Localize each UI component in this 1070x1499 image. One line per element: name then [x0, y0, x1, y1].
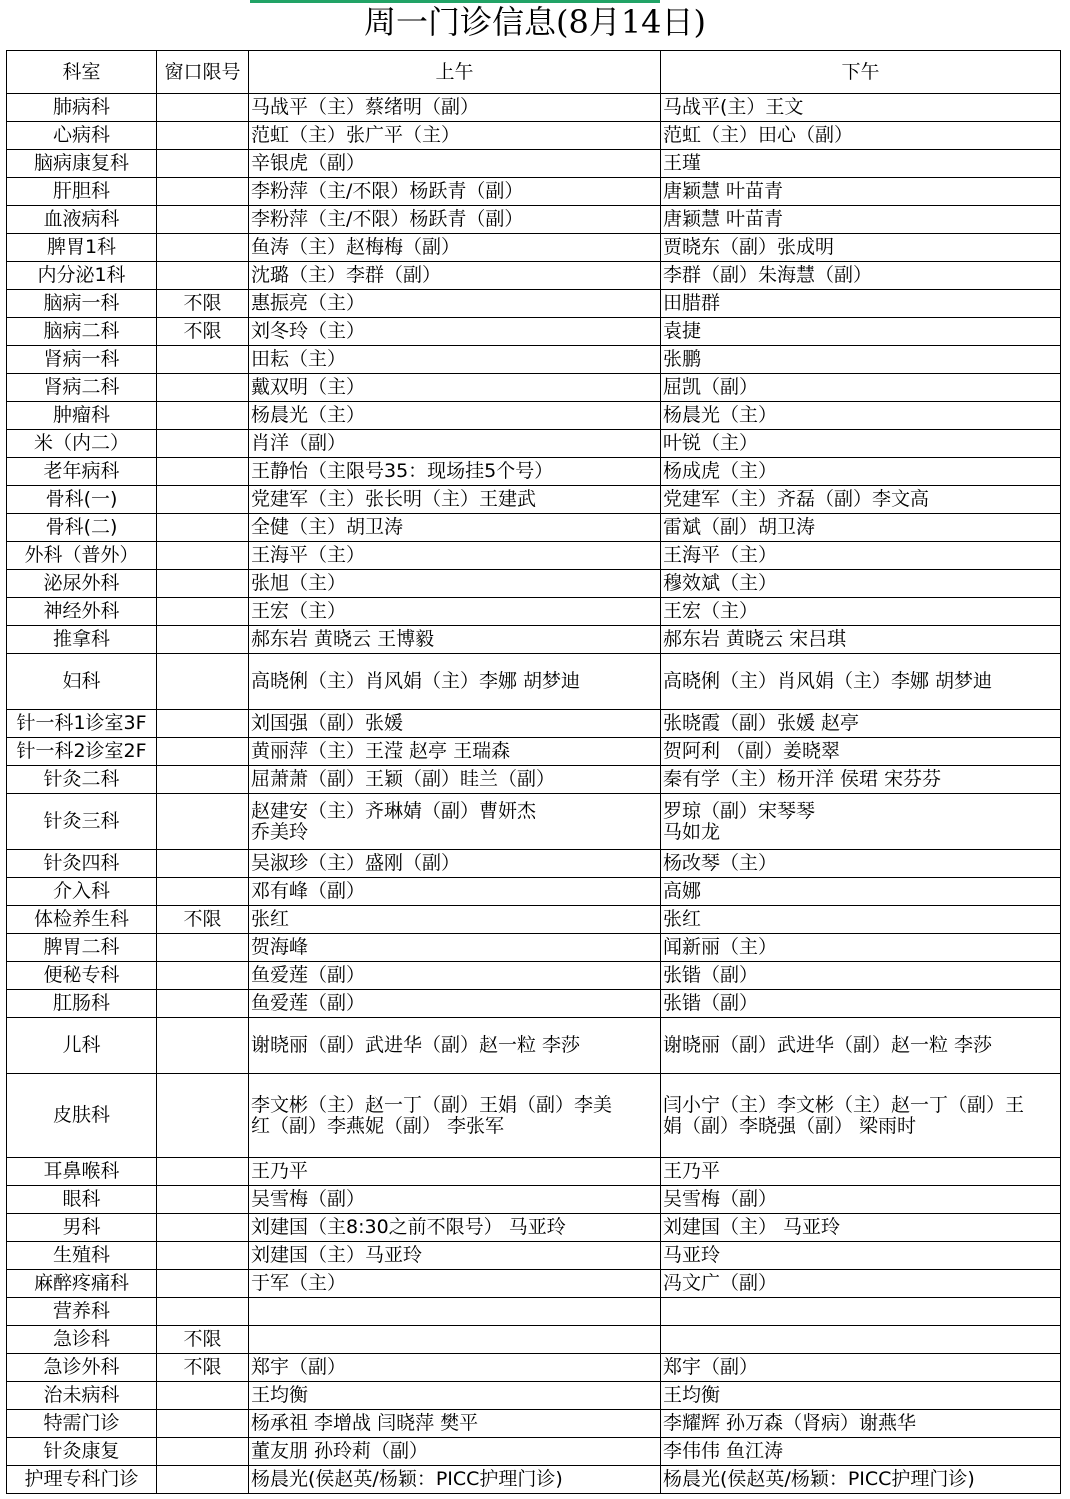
limit-cell: [157, 1158, 249, 1186]
am-cell: 王静怡（主限号35：现场挂5个号）: [249, 458, 661, 486]
table-row: [7, 290, 1061, 318]
dept-cell: 针一科1诊室3F: [7, 710, 157, 738]
am-cell: 贺海峰: [249, 934, 661, 962]
dept-cell: 推拿科: [7, 626, 157, 654]
table-row: [7, 1410, 1061, 1438]
limit-cell: [157, 794, 249, 850]
pm-cell: 雷斌（副）胡卫涛: [661, 514, 1061, 542]
am-cell: 王乃平: [249, 1158, 661, 1186]
limit-cell: [157, 570, 249, 598]
pm-cell: 田腊群: [661, 290, 1061, 318]
table-row: [7, 878, 1061, 906]
table-row: [7, 766, 1061, 794]
table-row: [7, 1326, 1061, 1354]
limit-cell: [157, 94, 249, 122]
pm-cell: 杨晨光（主）: [661, 402, 1061, 430]
limit-cell: [157, 1074, 249, 1158]
limit-cell: [157, 1214, 249, 1242]
am-cell: 董友朋 孙玲莉（副）: [249, 1438, 661, 1466]
dept-cell: 护理专科门诊: [7, 1466, 157, 1494]
limit-cell: 不限: [157, 318, 249, 346]
am-cell: 吴淑珍（主）盛刚（副）: [249, 850, 661, 878]
pm-cell: 马战平(主）王文: [661, 94, 1061, 122]
limit-cell: [157, 654, 249, 710]
header-pm: 下午: [661, 51, 1061, 94]
dept-cell: 针灸二科: [7, 766, 157, 794]
dept-cell: 脑病康复科: [7, 150, 157, 178]
limit-cell: [157, 1438, 249, 1466]
table-row: [7, 654, 1061, 710]
am-cell: 范虹（主）张广平（主）: [249, 122, 661, 150]
limit-cell: [157, 934, 249, 962]
limit-cell: [157, 486, 249, 514]
limit-cell: [157, 150, 249, 178]
am-cell: 邓有峰（副）: [249, 878, 661, 906]
dept-cell: 急诊科: [7, 1326, 157, 1354]
pm-cell: 王乃平: [661, 1158, 1061, 1186]
dept-cell: 针灸四科: [7, 850, 157, 878]
table-row: [7, 486, 1061, 514]
limit-cell: [157, 178, 249, 206]
pm-cell: 杨晨光(侯赵英/杨颖：PICC护理门诊): [661, 1466, 1061, 1494]
table-row: [7, 990, 1061, 1018]
pm-cell: [661, 1298, 1061, 1326]
am-cell: 郝东岩 黄晓云 王博毅: [249, 626, 661, 654]
pm-cell: 贺阿利 （副）姜晓翠: [661, 738, 1061, 766]
am-cell: 张红: [249, 906, 661, 934]
limit-cell: 不限: [157, 1326, 249, 1354]
pm-cell: 闫小宁（主）李文彬（主）赵一丁（副）王 娟（副）李晓强（副） 梁雨时: [661, 1074, 1061, 1158]
dept-cell: 针灸三科: [7, 794, 157, 850]
dept-cell: 眼科: [7, 1186, 157, 1214]
am-cell: 杨承祖 李增战 闫晓萍 樊平: [249, 1410, 661, 1438]
table-row: [7, 206, 1061, 234]
limit-cell: [157, 430, 249, 458]
dept-cell: 介入科: [7, 878, 157, 906]
am-cell: 辛银虎（副）: [249, 150, 661, 178]
am-cell: 于军（主）: [249, 1270, 661, 1298]
table-row: [7, 318, 1061, 346]
limit-cell: [157, 710, 249, 738]
pm-cell: 张锴（副）: [661, 990, 1061, 1018]
pm-cell: 张晓霞（副）张媛 赵亭: [661, 710, 1061, 738]
pm-cell: 郝东岩 黄晓云 宋吕琪: [661, 626, 1061, 654]
pm-cell: [661, 1326, 1061, 1354]
table-row: [7, 374, 1061, 402]
pm-cell: 李耀辉 孙万森（肾病）谢燕华: [661, 1410, 1061, 1438]
dept-cell: 脾胃1科: [7, 234, 157, 262]
pm-cell: 杨成虎（主）: [661, 458, 1061, 486]
am-cell: 杨晨光(侯赵英/杨颖：PICC护理门诊): [249, 1466, 661, 1494]
pm-cell: 秦有学（主）杨开洋 侯珺 宋芬芬: [661, 766, 1061, 794]
limit-cell: [157, 346, 249, 374]
dept-cell: 肿瘤科: [7, 402, 157, 430]
table-row: [7, 122, 1061, 150]
table-row: [7, 514, 1061, 542]
am-cell: 赵建安（主）齐琳婧（副）曹妍杰 乔美玲: [249, 794, 661, 850]
dept-cell: 肺病科: [7, 94, 157, 122]
limit-cell: [157, 990, 249, 1018]
dept-cell: 针一科2诊室2F: [7, 738, 157, 766]
table-row: [7, 1382, 1061, 1410]
table-row: [7, 458, 1061, 486]
am-cell: 刘建国（主）马亚玲: [249, 1242, 661, 1270]
table-row: [7, 1298, 1061, 1326]
pm-cell: 马亚玲: [661, 1242, 1061, 1270]
table-row: [7, 1242, 1061, 1270]
dept-cell: 妇科: [7, 654, 157, 710]
dept-cell: 脑病二科: [7, 318, 157, 346]
limit-cell: [157, 738, 249, 766]
table-row: [7, 570, 1061, 598]
limit-cell: 不限: [157, 906, 249, 934]
limit-cell: [157, 402, 249, 430]
limit-cell: [157, 542, 249, 570]
dept-cell: 营养科: [7, 1298, 157, 1326]
dept-cell: 心病科: [7, 122, 157, 150]
pm-cell: 贾晓东（副）张成明: [661, 234, 1061, 262]
dept-cell: 老年病科: [7, 458, 157, 486]
header-am: 上午: [249, 51, 661, 94]
am-cell: 肖洋（副）: [249, 430, 661, 458]
dept-cell: 肛肠科: [7, 990, 157, 1018]
limit-cell: [157, 1018, 249, 1074]
am-cell: 戴双明（主）: [249, 374, 661, 402]
dept-cell: 生殖科: [7, 1242, 157, 1270]
table-row: [7, 1018, 1061, 1074]
limit-cell: [157, 878, 249, 906]
limit-cell: [157, 458, 249, 486]
dept-cell: 血液病科: [7, 206, 157, 234]
limit-cell: [157, 1382, 249, 1410]
table-row: [7, 738, 1061, 766]
dept-cell: 肝胆科: [7, 178, 157, 206]
table-row: [7, 626, 1061, 654]
am-cell: 王均衡: [249, 1382, 661, 1410]
table-row: [7, 850, 1061, 878]
am-cell: [249, 1326, 661, 1354]
dept-cell: 外科（普外）: [7, 542, 157, 570]
dept-cell: 脾胃二科: [7, 934, 157, 962]
dept-cell: 麻醉疼痛科: [7, 1270, 157, 1298]
limit-cell: [157, 850, 249, 878]
limit-cell: [157, 374, 249, 402]
am-cell: 吴雪梅（副）: [249, 1186, 661, 1214]
table-row: [7, 542, 1061, 570]
am-cell: 谢晓丽（副）武进华（副）赵一粒 李莎: [249, 1018, 661, 1074]
table-row: [7, 346, 1061, 374]
dept-cell: 神经外科: [7, 598, 157, 626]
limit-cell: [157, 1242, 249, 1270]
am-cell: 惠振亮（主）: [249, 290, 661, 318]
header-dept: 科室: [7, 51, 157, 94]
pm-cell: 屈凯（副）: [661, 374, 1061, 402]
pm-cell: 叶锐（主）: [661, 430, 1061, 458]
pm-cell: 高娜: [661, 878, 1061, 906]
pm-cell: 刘建国（主） 马亚玲: [661, 1214, 1061, 1242]
limit-cell: [157, 1410, 249, 1438]
am-cell: 鱼爱莲（副）: [249, 990, 661, 1018]
header-row: [7, 51, 1061, 94]
am-cell: 杨晨光（主）: [249, 402, 661, 430]
limit-cell: [157, 1270, 249, 1298]
am-cell: 郑宇（副）: [249, 1354, 661, 1382]
dept-cell: 耳鼻喉科: [7, 1158, 157, 1186]
table-row: [7, 402, 1061, 430]
am-cell: 沈璐（主）李群（副）: [249, 262, 661, 290]
dept-cell: 泌尿外科: [7, 570, 157, 598]
limit-cell: [157, 262, 249, 290]
pm-cell: 唐颖慧 叶苗青: [661, 206, 1061, 234]
pm-cell: 杨改琴（主）: [661, 850, 1061, 878]
table-row: [7, 1186, 1061, 1214]
table-row: [7, 1270, 1061, 1298]
limit-cell: [157, 1298, 249, 1326]
pm-cell: 闻新丽（主）: [661, 934, 1061, 962]
limit-cell: [157, 514, 249, 542]
dept-cell: 皮肤科: [7, 1074, 157, 1158]
dept-cell: 体检养生科: [7, 906, 157, 934]
table-row: [7, 430, 1061, 458]
table-row: [7, 1158, 1061, 1186]
am-cell: 党建军（主）张长明（主）王建武: [249, 486, 661, 514]
table-row: [7, 906, 1061, 934]
pm-cell: 王宏（主）: [661, 598, 1061, 626]
dept-cell: 骨科(二): [7, 514, 157, 542]
dept-cell: 治未病科: [7, 1382, 157, 1410]
table-row: [7, 94, 1061, 122]
limit-cell: [157, 766, 249, 794]
am-cell: 黄丽萍（主）王滢 赵亭 王瑞森: [249, 738, 661, 766]
pm-cell: 党建军（主）齐磊（副）李文高: [661, 486, 1061, 514]
pm-cell: 李伟伟 鱼江涛: [661, 1438, 1061, 1466]
schedule-table: [6, 50, 1061, 1494]
pm-cell: 高晓俐（主）肖风娟（主）李娜 胡梦迪: [661, 654, 1061, 710]
table-row: [7, 262, 1061, 290]
table-row: [7, 178, 1061, 206]
table-row: [7, 934, 1061, 962]
pm-cell: 袁捷: [661, 318, 1061, 346]
am-cell: 张旭（主）: [249, 570, 661, 598]
pm-cell: 张红: [661, 906, 1061, 934]
table-row: [7, 1466, 1061, 1494]
dept-cell: 肾病二科: [7, 374, 157, 402]
table-row: [7, 962, 1061, 990]
am-cell: 刘国强（副）张媛: [249, 710, 661, 738]
page-title: 周一门诊信息(8月14日): [363, 3, 707, 41]
limit-cell: 不限: [157, 1354, 249, 1382]
pm-cell: 郑宇（副）: [661, 1354, 1061, 1382]
table-row: [7, 598, 1061, 626]
limit-cell: [157, 1466, 249, 1494]
dept-cell: 便秘专科: [7, 962, 157, 990]
table-row: [7, 1438, 1061, 1466]
pm-cell: 王海平（主）: [661, 542, 1061, 570]
dept-cell: 米（内二）: [7, 430, 157, 458]
pm-cell: 吴雪梅（副）: [661, 1186, 1061, 1214]
am-cell: 鱼爱莲（副）: [249, 962, 661, 990]
am-cell: 李粉萍（主/不限）杨跃青（副）: [249, 178, 661, 206]
am-cell: [249, 1298, 661, 1326]
pm-cell: 王瑾: [661, 150, 1061, 178]
limit-cell: [157, 626, 249, 654]
pm-cell: 张锴（副）: [661, 962, 1061, 990]
pm-cell: 王均衡: [661, 1382, 1061, 1410]
am-cell: 田耘（主）: [249, 346, 661, 374]
am-cell: 李文彬（主）赵一丁（副）王娟（副）李美 红（副）李燕妮（副） 李张军: [249, 1074, 661, 1158]
dept-cell: 急诊外科: [7, 1354, 157, 1382]
pm-cell: 范虹（主）田心（副）: [661, 122, 1061, 150]
am-cell: 屈萧萧（副）王颖（副）眭兰（副）: [249, 766, 661, 794]
limit-cell: [157, 206, 249, 234]
limit-cell: [157, 122, 249, 150]
pm-cell: 谢晓丽（副）武进华（副）赵一粒 李莎: [661, 1018, 1061, 1074]
dept-cell: 男科: [7, 1214, 157, 1242]
dept-cell: 针灸康复: [7, 1438, 157, 1466]
am-cell: 王海平（主）: [249, 542, 661, 570]
limit-cell: 不限: [157, 290, 249, 318]
limit-cell: [157, 962, 249, 990]
table-row: [7, 710, 1061, 738]
table-row: [7, 1074, 1061, 1158]
pm-cell: 冯文广（副）: [661, 1270, 1061, 1298]
pm-cell: 穆效斌（主）: [661, 570, 1061, 598]
dept-cell: 特需门诊: [7, 1410, 157, 1438]
pm-cell: 唐颖慧 叶苗青: [661, 178, 1061, 206]
dept-cell: 骨科(一): [7, 486, 157, 514]
table-row: [7, 150, 1061, 178]
table-row: [7, 234, 1061, 262]
limit-cell: [157, 1186, 249, 1214]
table-row: [7, 1214, 1061, 1242]
am-cell: 高晓俐（主）肖风娟（主）李娜 胡梦迪: [249, 654, 661, 710]
dept-cell: 肾病一科: [7, 346, 157, 374]
dept-cell: 内分泌1科: [7, 262, 157, 290]
am-cell: 李粉萍（主/不限）杨跃青（副）: [249, 206, 661, 234]
pm-cell: 李群（副）朱海慧（副）: [661, 262, 1061, 290]
limit-cell: [157, 598, 249, 626]
am-cell: 刘冬玲（主）: [249, 318, 661, 346]
dept-cell: 脑病一科: [7, 290, 157, 318]
am-cell: 马战平（主）蔡绪明（副）: [249, 94, 661, 122]
am-cell: 王宏（主）: [249, 598, 661, 626]
table-row: [7, 1354, 1061, 1382]
dept-cell: 儿科: [7, 1018, 157, 1074]
table-row: [7, 794, 1061, 850]
pm-cell: 罗琼（副）宋琴琴 马如龙: [661, 794, 1061, 850]
pm-cell: 张鹏: [661, 346, 1061, 374]
am-cell: 刘建国（主8:30之前不限号） 马亚玲: [249, 1214, 661, 1242]
am-cell: 鱼涛（主）赵梅梅（副）: [249, 234, 661, 262]
header-limit: 窗口限号: [157, 51, 249, 94]
am-cell: 全健（主）胡卫涛: [249, 514, 661, 542]
limit-cell: [157, 234, 249, 262]
